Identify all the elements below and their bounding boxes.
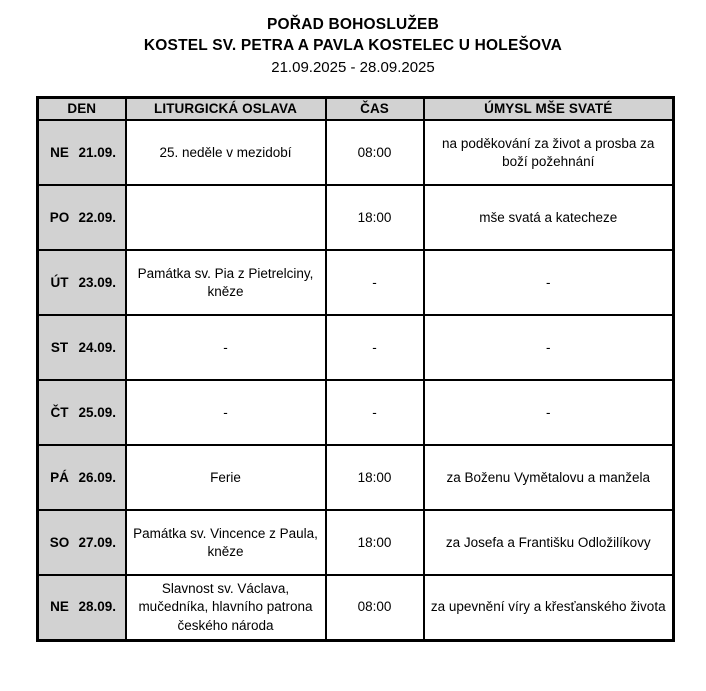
day-date: 22.09. [78, 209, 117, 225]
day-cell [38, 250, 126, 315]
celebration-cell: - [126, 380, 326, 445]
day-abbr: NE [50, 599, 69, 615]
table-row [38, 185, 674, 250]
document-header [0, 14, 706, 79]
table-row [38, 510, 674, 575]
intention-cell: - [424, 380, 674, 445]
time-cell: 08:00 [326, 120, 424, 185]
day-abbr: ST [50, 339, 69, 355]
table-row [38, 315, 674, 380]
intention-cell: za Josefa a Františku Odložilíkovy [424, 510, 674, 575]
document-title: POŘAD BOHOSLUŽEB [267, 16, 439, 33]
column-header-cas: ČAS [326, 98, 424, 121]
day-date: 23.09. [78, 274, 117, 290]
day-cell [38, 315, 126, 380]
day-abbr: PO [49, 209, 70, 225]
day-date: 24.09. [78, 339, 117, 355]
time-cell: 08:00 [326, 575, 424, 640]
day-cell [38, 380, 126, 445]
table-row [38, 445, 674, 510]
day-abbr: NE [50, 144, 69, 160]
celebration-cell: 25. neděle v mezidobí [126, 120, 326, 185]
time-cell: 18:00 [326, 185, 424, 250]
schedule-body [38, 120, 674, 640]
schedule-header-row [38, 98, 674, 121]
time-cell: 18:00 [326, 510, 424, 575]
date-range: 21.09.2025 - 28.09.2025 [271, 59, 435, 76]
time-cell: - [326, 250, 424, 315]
celebration-cell: Památka sv. Pia z Pietrelciny, kněze [126, 250, 326, 315]
intention-cell: na poděkování za život a prosba za boží požehnání [424, 120, 674, 185]
intention-cell: za upevnění víry a křesťanského života [424, 575, 674, 640]
time-cell: - [326, 315, 424, 380]
time-cell: - [326, 380, 424, 445]
celebration-cell: - [126, 315, 326, 380]
day-cell [38, 510, 126, 575]
day-abbr: ČT [50, 404, 69, 420]
day-date: 27.09. [78, 534, 117, 550]
day-date: 28.09. [78, 599, 117, 615]
table-row [38, 250, 674, 315]
column-header-liturgicka-oslava: LITURGICKÁ OSLAVA [126, 98, 326, 121]
celebration-cell [126, 185, 326, 250]
day-date: 25.09. [78, 404, 117, 420]
intention-cell: mše svatá a katecheze [424, 185, 674, 250]
column-header-umysl: ÚMYSL MŠE SVATÉ [424, 98, 674, 121]
celebration-cell: Ferie [126, 445, 326, 510]
day-date: 26.09. [78, 469, 117, 485]
time-cell: 18:00 [326, 445, 424, 510]
table-row [38, 120, 674, 185]
celebration-cell: Slavnost sv. Václava, mučedníka, hlavního patrona českého národa [126, 575, 326, 640]
intention-cell: - [424, 250, 674, 315]
intention-cell: za Boženu Vymětalovu a manžela [424, 445, 674, 510]
church-name: KOSTEL SV. PETRA A PAVLA KOSTELEC U HOLEŠOVA [143, 37, 563, 54]
intention-cell: - [424, 315, 674, 380]
celebration-cell: Památka sv. Vincence z Paula, kněze [126, 510, 326, 575]
day-cell [38, 185, 126, 250]
day-cell [38, 120, 126, 185]
day-abbr: ÚT [50, 274, 69, 290]
day-cell [38, 445, 126, 510]
schedule-table [36, 96, 675, 642]
day-abbr: PÁ [50, 469, 69, 485]
day-cell [38, 575, 126, 640]
day-abbr: SO [49, 534, 70, 550]
table-row [38, 380, 674, 445]
day-date: 21.09. [78, 144, 117, 160]
column-header-den: DEN [38, 98, 126, 121]
table-row [38, 575, 674, 640]
